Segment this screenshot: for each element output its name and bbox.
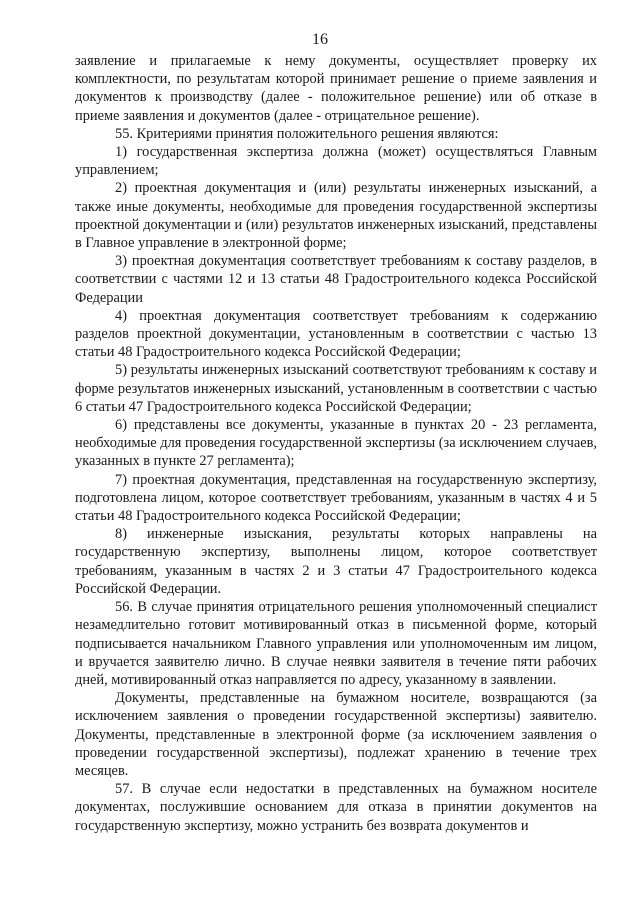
paragraph-criterion-7: 7) проектная документация, представленная на государственную экспертизу, подготовлена лицом, которое соответствует требованиям, указанным в частях 4 и 5 статьи 48 Градостроительного кодекса Российской Федерации; xyxy=(75,471,597,525)
page-number: 16 xyxy=(312,31,328,48)
paragraph-item-57: 57. В случае если недостатки в представленных на бумажном носителе документах, послужившие основанием для отказа в принятии документов на государственную экспертизу, можно устранить без возврата документов и xyxy=(75,781,597,834)
document-body xyxy=(75,52,597,835)
paragraph-criterion-4: 4) проектная документация соответствует требованиям к содержанию разделов проектной документации, установленным в соответствии с частью 13 статьи 48 Градостроительного кодекса Российской Федерации; xyxy=(75,307,597,361)
paragraph-criterion-8: 8) инженерные изыскания, результаты которых направлены на государственную экспертизу, выполнены лицом, которое соответствует требованиям, указанным в частях 2 и 3 статьи 47 Градостроительного кодекса Российской Федерации. xyxy=(75,526,597,597)
paragraph-criterion-6: 6) представлены все документы, указанные в пунктах 20 - 23 регламента, необходимые для проведения государственной экспертизы (за исключением случаев, указанных в пункте 27 регламента); xyxy=(75,417,597,470)
paragraph-criterion-3: 3) проектная документация соответствует требованиям к составу разделов, в соответствии с частями 12 и 13 статьи 48 Градостроительного кодекса Российской Федерации xyxy=(75,253,597,306)
paragraph-item-56: 56. В случае принятия отрицательного решения уполномоченный специалист незамедлительно готовит мотивированный отказ в письменной форме, который подписывается начальником Главного управления или уполномоченным им лицом, и вручается заявителю лично. В случае неявки заявителя в течение пяти рабочих дней, мотивированный отказ направляется по адресу, указанному в заявлении. xyxy=(75,599,597,688)
paragraph-documents-return: Документы, представленные на бумажном носителе, возвращаются (за исключением заявления о проведении государственной экспертизы) заявителю. Документы, представленные в электронной форме (за исключением заявления о проведении государственной экспертизы), подлежат хранению в течение трех месяцев. xyxy=(75,690,597,779)
paragraph-item-55: 55. Критериями принятия положительного решения являются: xyxy=(115,125,499,142)
paragraph-continuation: заявление и прилагаемые к нему документы, осуществляет проверку их комплектности, по результатам которой принимает решение о приеме заявления и документов к производству (далее - положительное решение) или об отказе в приеме заявления и документов (далее - отрицательное решение). xyxy=(75,53,597,124)
paragraph-criterion-5: 5) результаты инженерных изысканий соответствуют требованиям к составу и форме результатов инженерных изысканий, установленным в соответствии с частью 6 статьи 47 Градостроительного кодекса Российской Федерации; xyxy=(75,362,597,415)
paragraph-criterion-1: 1) государственная экспертиза должна (может) осуществляться Главным управлением; xyxy=(75,144,597,179)
paragraph-criterion-2: 2) проектная документация и (или) результаты инженерных изысканий, а также иные документы, необходимые для проведения государственной экспертизы проектной документации и (или) результатов инженерных изысканий, представлены в Главное управление в электронной форме; xyxy=(75,180,597,252)
